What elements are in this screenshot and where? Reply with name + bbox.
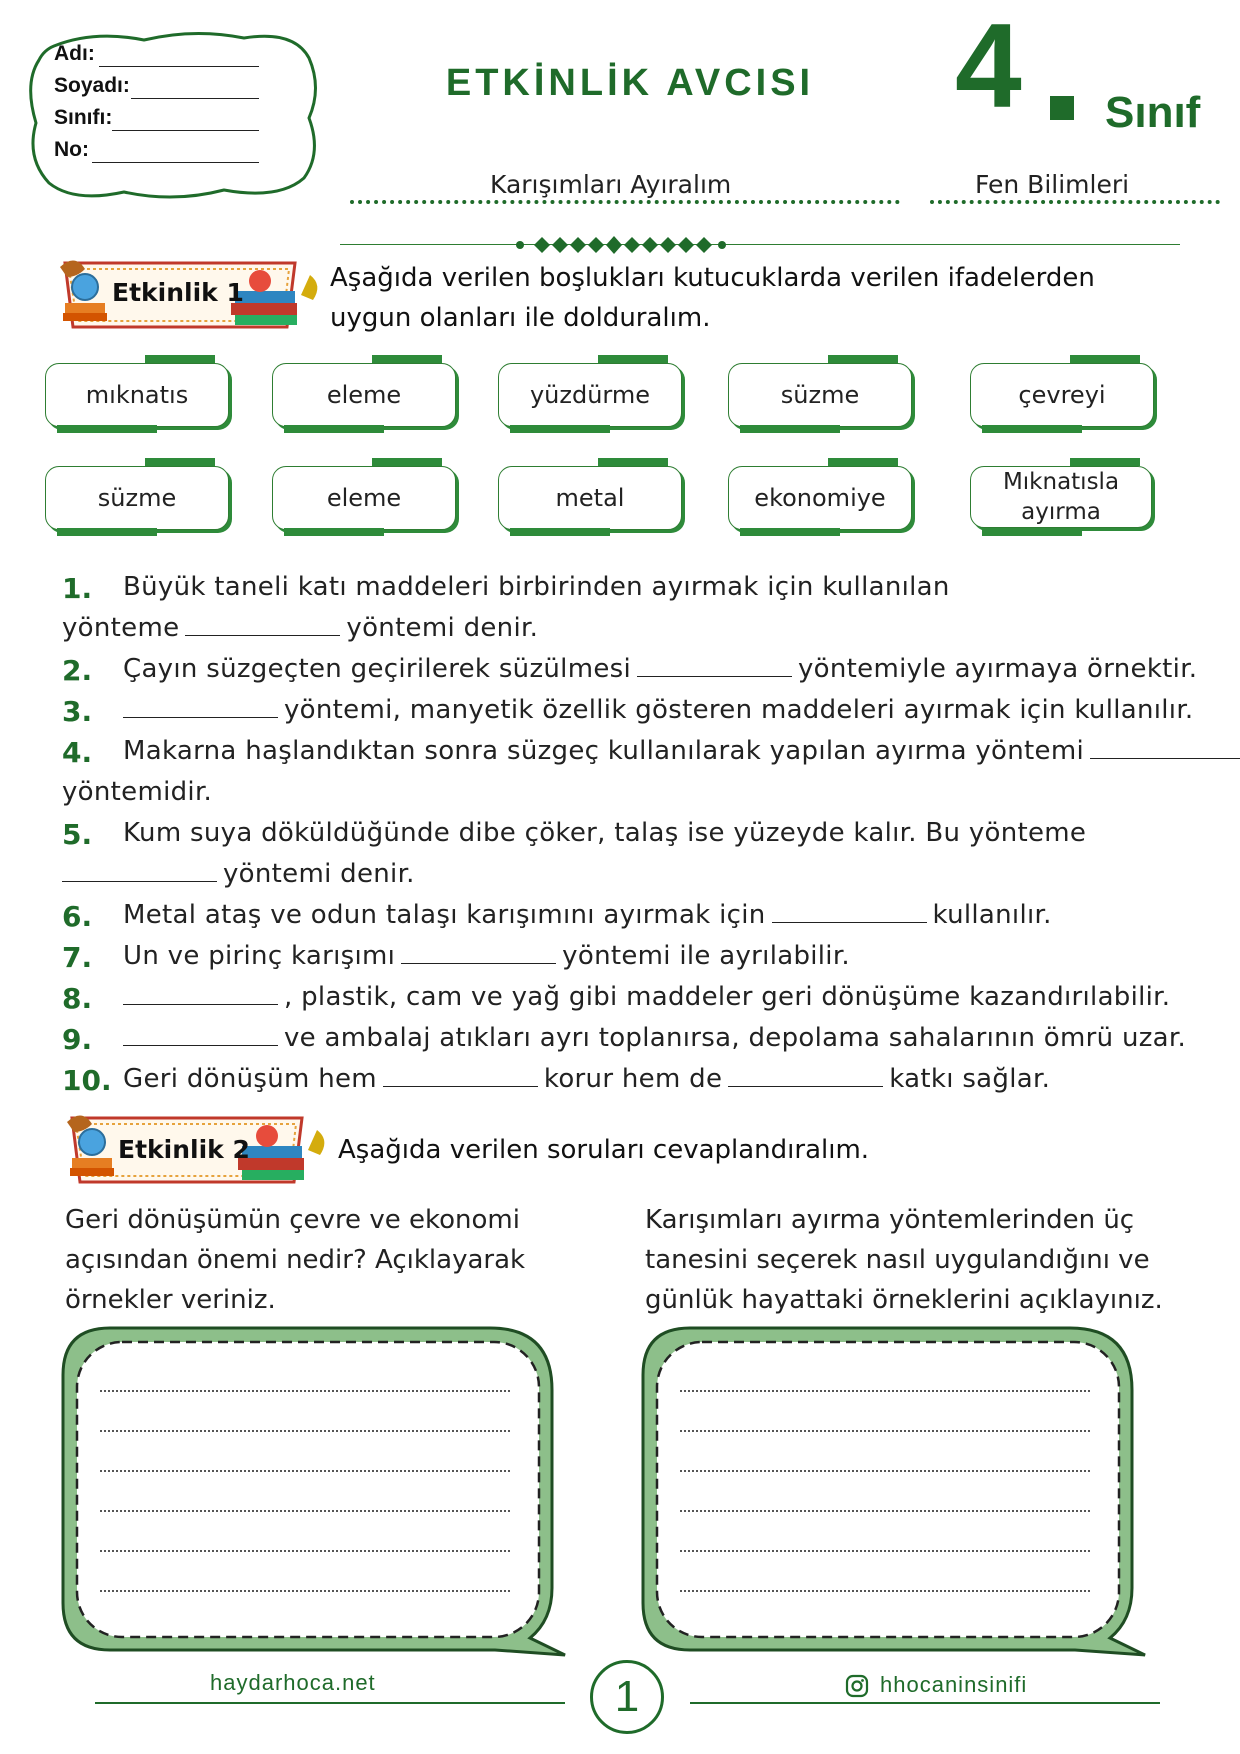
- word-card: [728, 355, 913, 433]
- surname-field[interactable]: [131, 98, 259, 99]
- prompt-line: Karışımları ayırma yöntemlerinden üç: [645, 1205, 1135, 1235]
- class-label: Sınıfı:: [54, 106, 113, 129]
- answer-box-left[interactable]: [55, 1320, 575, 1665]
- activity1-instruction: Aşağıda verilen boşlukları kutucuklarda verilen ifadelerden uygun olanları ile dolduralım.: [330, 263, 1095, 333]
- word-card: [728, 458, 913, 536]
- writing-line[interactable]: [100, 1590, 510, 1592]
- no-label: No:: [54, 138, 89, 161]
- question-text: ve ambalaj atıkları ayrı toplanırsa, depolama sahalarının ömrü uzar.: [284, 1023, 1187, 1053]
- name-label: Adı:: [54, 42, 95, 65]
- divider-ornament: [510, 234, 730, 256]
- question-text: yöntemi ile ayrılabilir.: [562, 941, 850, 971]
- grade-dot: [1050, 96, 1074, 120]
- footer-instagram[interactable]: hhocaninsinifi: [880, 1672, 1028, 1697]
- question-line: [123, 654, 1197, 684]
- prompt-line: günlük hayattaki örneklerini açıklayınız.: [645, 1285, 1163, 1315]
- word-card: [272, 355, 457, 433]
- activity1-label: Etkinlik 1: [112, 278, 244, 307]
- writing-line[interactable]: [100, 1390, 510, 1392]
- question-number: 4.: [62, 736, 93, 769]
- question-line: [123, 1023, 1186, 1053]
- writing-line[interactable]: [680, 1510, 1090, 1512]
- writing-line[interactable]: [680, 1390, 1090, 1392]
- footer-line-right: [690, 1702, 1160, 1704]
- question-text: yöntemi denir.: [223, 859, 415, 889]
- question-text: yöntemi denir.: [346, 613, 539, 643]
- word-card: [45, 355, 230, 433]
- writing-line[interactable]: [100, 1470, 510, 1472]
- question-number: 5.: [62, 818, 93, 851]
- word-card-text: çevreyi: [970, 363, 1154, 427]
- topic-text: Karışımları Ayıralım: [490, 170, 732, 199]
- prompt-line: örnekler veriniz.: [65, 1285, 276, 1315]
- footer-site[interactable]: haydarhoca.net: [210, 1670, 376, 1695]
- question-line: [123, 1064, 1050, 1094]
- question-number: 9.: [62, 1023, 93, 1056]
- question-number: 10.: [62, 1064, 112, 1097]
- writing-line[interactable]: [680, 1550, 1090, 1552]
- word-card-text: yüzdürme: [498, 363, 682, 427]
- question-line: [123, 900, 1052, 930]
- header-divider: [340, 244, 1180, 245]
- answer-blank[interactable]: [401, 962, 556, 964]
- question-number: 7.: [62, 941, 93, 974]
- page-number: 1: [590, 1660, 664, 1734]
- writing-line[interactable]: [680, 1470, 1090, 1472]
- question-text: katkı sağlar.: [889, 1064, 1051, 1094]
- writing-line[interactable]: [680, 1430, 1090, 1432]
- class-field[interactable]: [112, 130, 259, 131]
- answer-blank[interactable]: [772, 921, 927, 923]
- answer-box-right[interactable]: [635, 1320, 1155, 1665]
- question-text: yöntemiyle ayırmaya örnektir.: [798, 654, 1198, 684]
- topic-dotted-line: [350, 200, 900, 204]
- activity2-label: Etkinlik 2: [118, 1135, 250, 1164]
- question-text: Kum suya döküldüğünde dibe çöker, talaş ise yüzeyde kalır. Bu yönteme: [123, 818, 1087, 848]
- surname-label: Soyadı:: [54, 74, 130, 97]
- answer-blank[interactable]: [1090, 757, 1240, 759]
- question-text: yöntemidir.: [62, 777, 213, 807]
- answer-blank[interactable]: [185, 634, 340, 636]
- writing-line[interactable]: [100, 1550, 510, 1552]
- instagram-icon: [845, 1674, 869, 1698]
- question-number: 3.: [62, 695, 93, 728]
- activity2-instruction: Aşağıda verilen soruları cevaplandıralım.: [338, 1135, 870, 1165]
- question-text: yönteme: [62, 613, 180, 643]
- footer-line-left: [95, 1702, 565, 1704]
- question-line: [123, 695, 1194, 725]
- question-number: 8.: [62, 982, 93, 1015]
- question-text: Metal ataş ve odun talaşı karışımını ayırmak için: [123, 900, 766, 930]
- prompt-left: [65, 1200, 585, 1320]
- question-number: 6.: [62, 900, 93, 933]
- word-card: [970, 355, 1155, 433]
- question-text: kullanılır.: [932, 900, 1052, 930]
- word-card-text: süzme: [728, 363, 912, 427]
- question-line: [62, 613, 538, 643]
- answer-blank[interactable]: [728, 1085, 883, 1087]
- question-text: Çayın süzgeçten geçirilerek süzülmesi: [123, 654, 631, 684]
- word-card-text: metal: [498, 466, 682, 530]
- question-text: Un ve pirinç karışımı: [123, 941, 396, 971]
- word-card-text: süzme: [45, 466, 229, 530]
- answer-blank[interactable]: [62, 880, 217, 882]
- name-field[interactable]: [99, 66, 259, 67]
- subject-text: Fen Bilimleri: [975, 170, 1130, 199]
- word-card: [272, 458, 457, 536]
- question-line: [123, 982, 1170, 1012]
- question-line: [123, 736, 1240, 766]
- word-card-text: Mıknatısla ayırma: [970, 466, 1152, 528]
- word-card: [498, 458, 683, 536]
- subject-dotted-line: [930, 200, 1220, 204]
- no-field[interactable]: [92, 162, 259, 163]
- prompt-right: [645, 1200, 1205, 1320]
- question-text: , plastik, cam ve yağ gibi maddeler geri dönüşüme kazandırılabilir.: [284, 982, 1171, 1012]
- prompt-line: tanesini seçerek nasıl uygulandığını ve: [645, 1245, 1150, 1275]
- word-card: [498, 355, 683, 433]
- grade-word: Sınıf: [1105, 88, 1201, 137]
- question-text: Makarna haşlandıktan sonra süzgeç kullanılarak yapılan ayırma yöntemi: [123, 736, 1084, 766]
- question-text: korur hem de: [543, 1064, 723, 1094]
- prompt-line: Geri dönüşümün çevre ve ekonomi: [65, 1205, 520, 1235]
- question-number: 2.: [62, 654, 93, 687]
- question-text: Geri dönüşüm hem: [123, 1064, 377, 1094]
- word-card: [970, 458, 1155, 536]
- word-card-text: mıknatıs: [45, 363, 229, 427]
- grade-number: 4: [955, 0, 1022, 133]
- answer-blank[interactable]: [123, 716, 278, 718]
- word-card-text: ekonomiye: [728, 466, 912, 530]
- question-line: [123, 941, 850, 971]
- question-text: Büyük taneli katı maddeleri birbirinden ayırmak için kullanılan: [123, 572, 950, 602]
- answer-blank[interactable]: [637, 675, 792, 677]
- writing-line[interactable]: [680, 1590, 1090, 1592]
- question-line: [62, 859, 415, 889]
- question-text: yöntemi, manyetik özellik gösteren maddeleri ayırmak için kullanılır.: [284, 695, 1194, 725]
- answer-blank[interactable]: [123, 1044, 278, 1046]
- prompt-line: açısından önemi nedir? Açıklayarak: [65, 1245, 526, 1275]
- writing-line[interactable]: [100, 1510, 510, 1512]
- question-number: 1.: [62, 572, 93, 605]
- answer-blank[interactable]: [383, 1085, 538, 1087]
- word-card-text: eleme: [272, 466, 456, 530]
- student-info-card: [24, 28, 324, 203]
- writing-line[interactable]: [100, 1430, 510, 1432]
- answer-blank[interactable]: [123, 1003, 278, 1005]
- page-title: ETKİNLİK AVCISI: [445, 62, 815, 104]
- word-card-text: eleme: [272, 363, 456, 427]
- word-card: [45, 458, 230, 536]
